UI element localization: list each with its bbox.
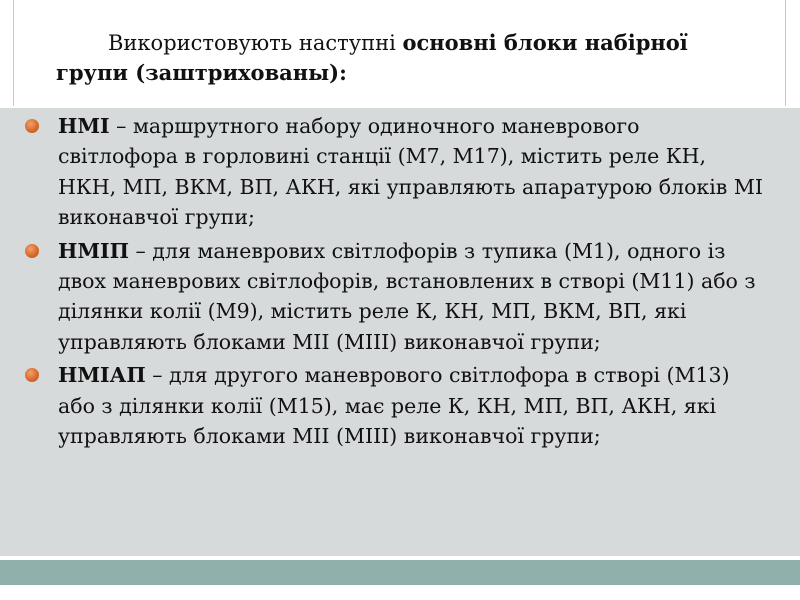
footer-band bbox=[0, 560, 800, 585]
bullet-dot-icon bbox=[25, 244, 39, 258]
bullet-item-nmi bbox=[58, 111, 763, 233]
bullet-term: НМІАП bbox=[58, 363, 146, 388]
bullet-list bbox=[58, 111, 763, 454]
left-frame-line bbox=[13, 0, 14, 106]
heading-prefix: Використовують наступні bbox=[108, 31, 403, 55]
bullet-dot-icon bbox=[25, 119, 39, 133]
footer-bottom bbox=[0, 585, 800, 600]
heading-bold-text: основні блоки набірної групи (заштрихованы): bbox=[56, 30, 688, 85]
bullet-item-nmip bbox=[58, 236, 763, 358]
right-frame-line bbox=[785, 0, 786, 106]
bullet-text: – для другого маневрового світлофора в створі (М13) або з ділянки колії (М15), має реле К, КН, МП, ВП, АКН, які управляють блоками МІІ (МІІІ) виконавчої групи; bbox=[58, 363, 730, 449]
bullet-text: – для маневрових світлофорів з тупика (М1), одного із двох маневрових світлофорів, встановлених в створі (М11) або з ділянки колії (М9), містить реле К, КН, МП, ВКМ, ВП, які управляють блоками МІІ (МІІІ) виконавчої групи; bbox=[58, 238, 756, 354]
bullet-text: – маршрутного набору одиночного маневрового світлофора в горловині станції (М7, М17), містить реле КН, НКН, МП, ВКМ, ВП, АКН, які управляють апаратурою блоків МІ виконавчої групи; bbox=[58, 114, 763, 230]
bullet-term: НМІП bbox=[58, 238, 130, 263]
slide-heading bbox=[56, 28, 761, 88]
bullet-item-nmiap bbox=[58, 360, 763, 451]
bullet-term: НМІ bbox=[58, 114, 110, 138]
dotted-separator bbox=[0, 104, 800, 110]
